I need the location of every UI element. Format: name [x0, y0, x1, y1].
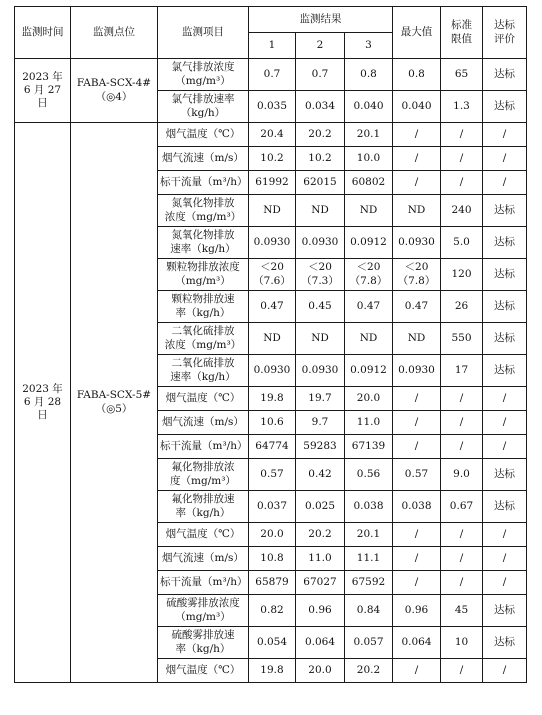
header-time: 监测时间	[15, 7, 71, 59]
monitoring-point-line: （◎5）	[95, 402, 133, 415]
monitoring-date	[15, 59, 71, 123]
standard-limit: /	[441, 571, 483, 595]
standard-limit: 17	[441, 355, 483, 387]
max-value-line: （7.8）	[397, 274, 436, 287]
header-run-1: 1	[249, 33, 296, 59]
compliance-evaluation: 达标	[483, 195, 527, 227]
monitoring-item-line: 浓度（mg/m³）	[164, 210, 242, 223]
compliance-evaluation: 达标	[483, 291, 527, 323]
compliance-evaluation: /	[483, 387, 527, 411]
compliance-evaluation: 达标	[483, 91, 527, 123]
result-run-2: ND	[296, 323, 345, 355]
standard-limit: /	[441, 123, 483, 147]
max-value: 0.47	[393, 291, 441, 323]
monitoring-point-line: FABA-SCX-5#	[76, 389, 152, 402]
max-value: /	[393, 411, 441, 435]
result-run-3: 20.0	[345, 387, 393, 411]
compliance-evaluation: 达标	[483, 459, 527, 491]
standard-limit: /	[441, 523, 483, 547]
result-run-1: 64774	[249, 435, 296, 459]
header-eval	[483, 7, 527, 59]
result-run-1: ND	[249, 323, 296, 355]
compliance-evaluation: /	[483, 123, 527, 147]
monitoring-item	[158, 227, 249, 259]
monitoring-item-line: 标干流量（m³/h）	[160, 175, 248, 188]
max-value: ND	[393, 323, 441, 355]
result-run-3: 0.0912	[345, 227, 393, 259]
table-row	[15, 59, 527, 91]
monitoring-item	[158, 435, 249, 459]
compliance-evaluation: 达标	[483, 59, 527, 91]
table-row	[15, 123, 527, 147]
standard-limit: 0.67	[441, 491, 483, 523]
compliance-evaluation: 达标	[483, 595, 527, 627]
result-run-2: 9.7	[296, 411, 345, 435]
monitoring-item-line: 速率（kg/h）	[170, 370, 236, 383]
monitoring-item-line: 速率（kg/h）	[170, 242, 236, 255]
standard-limit: 26	[441, 291, 483, 323]
max-value: /	[393, 147, 441, 171]
monitoring-item-line: 烟气温度（℃）	[165, 663, 241, 676]
monitoring-item-line: 浓度（mg/m³）	[164, 338, 242, 351]
result-run-2: 19.7	[296, 387, 345, 411]
result-run-2: 0.034	[296, 91, 345, 123]
monitoring-item	[158, 123, 249, 147]
standard-limit: 9.0	[441, 459, 483, 491]
monitoring-item-line: 率（kg/h）	[175, 306, 231, 319]
result-run-3: ND	[345, 195, 393, 227]
max-value: /	[393, 387, 441, 411]
result-run-3-line: ＜20	[356, 261, 381, 274]
monitoring-item-line: 率（kg/h）	[175, 642, 231, 655]
result-run-2: 11.0	[296, 547, 345, 571]
monitoring-point-line: （◎4）	[95, 90, 133, 103]
monitoring-item	[158, 59, 249, 91]
result-run-1: 20.4	[249, 123, 296, 147]
compliance-evaluation: 达标	[483, 627, 527, 659]
result-run-2: 0.45	[296, 291, 345, 323]
monitoring-date-line: 6 月 28 日	[23, 395, 62, 422]
result-run-2: 67027	[296, 571, 345, 595]
compliance-evaluation: /	[483, 435, 527, 459]
result-run-2: 62015	[296, 171, 345, 195]
header-run-2: 2	[296, 33, 345, 59]
header-eval-line: 评价	[494, 32, 515, 45]
monitoring-item	[158, 547, 249, 571]
standard-limit: 45	[441, 595, 483, 627]
monitoring-item	[158, 595, 249, 627]
monitoring-item	[158, 355, 249, 387]
compliance-evaluation: /	[483, 147, 527, 171]
max-value	[393, 259, 441, 291]
monitoring-item-line: 标干流量（m³/h）	[160, 575, 248, 588]
standard-limit: 240	[441, 195, 483, 227]
standard-limit: 10	[441, 627, 483, 659]
monitoring-item	[158, 259, 249, 291]
monitoring-item	[158, 171, 249, 195]
header-limit-line: 标准	[451, 19, 472, 32]
header-max: 最大值	[393, 7, 441, 59]
compliance-evaluation: /	[483, 659, 527, 683]
monitoring-item-line: 氮氧化物排放	[171, 197, 235, 210]
standard-limit: 1.3	[441, 91, 483, 123]
result-run-1-line: （7.6）	[253, 274, 291, 287]
result-run-1: ND	[249, 195, 296, 227]
monitoring-point	[71, 59, 158, 123]
result-run-3: 20.2	[345, 659, 393, 683]
result-run-2-line: （7.3）	[301, 274, 339, 287]
compliance-evaluation: 达标	[483, 259, 527, 291]
result-run-2: 0.96	[296, 595, 345, 627]
monitoring-item-line: 氮氧化物排放	[171, 229, 235, 242]
max-value: 0.064	[393, 627, 441, 659]
compliance-evaluation: /	[483, 411, 527, 435]
monitoring-item	[158, 147, 249, 171]
result-run-1: 0.035	[249, 91, 296, 123]
max-value: /	[393, 523, 441, 547]
max-value-line: ＜20	[404, 261, 429, 274]
monitoring-item-line: 烟气温度（℃）	[165, 127, 241, 140]
result-run-3: 0.057	[345, 627, 393, 659]
monitoring-item-line: 度（mg/m³）	[170, 474, 236, 487]
result-run-3: 67139	[345, 435, 393, 459]
monitoring-point	[71, 123, 158, 683]
result-run-3: 11.0	[345, 411, 393, 435]
monitoring-item-line: 二氧化硫排放	[171, 325, 235, 338]
monitoring-item-line: 氟化物排放速	[171, 493, 235, 506]
table-body	[15, 7, 527, 683]
result-run-3: 60802	[345, 171, 393, 195]
max-value: /	[393, 547, 441, 571]
result-run-1: 0.054	[249, 627, 296, 659]
monitoring-item	[158, 571, 249, 595]
monitoring-item	[158, 291, 249, 323]
monitoring-item-line: 氟化物排放浓	[171, 461, 235, 474]
monitoring-item	[158, 459, 249, 491]
result-run-2: 20.2	[296, 523, 345, 547]
max-value: 0.0930	[393, 227, 441, 259]
header-limit-line: 限值	[451, 32, 472, 45]
max-value: /	[393, 571, 441, 595]
monitoring-item-line: 烟气温度（℃）	[165, 527, 241, 540]
monitoring-item-line: 硫酸雾排放浓度	[166, 597, 240, 610]
monitoring-item	[158, 91, 249, 123]
monitoring-item	[158, 387, 249, 411]
compliance-evaluation: /	[483, 547, 527, 571]
result-run-2: 0.025	[296, 491, 345, 523]
result-run-3: 0.038	[345, 491, 393, 523]
monitoring-item	[158, 411, 249, 435]
max-value: /	[393, 435, 441, 459]
header-eval-line: 达标	[494, 19, 515, 32]
monitoring-item-line: 氯气排放浓度	[171, 61, 235, 74]
result-run-1: 10.8	[249, 547, 296, 571]
monitoring-item	[158, 491, 249, 523]
header-point: 监测点位	[71, 7, 158, 59]
standard-limit: /	[441, 171, 483, 195]
result-run-3-line: （7.8）	[349, 274, 388, 287]
header-limit	[441, 7, 483, 59]
standard-limit: /	[441, 147, 483, 171]
max-value: ND	[393, 195, 441, 227]
standard-limit: 65	[441, 59, 483, 91]
result-run-3: 0.84	[345, 595, 393, 627]
standard-limit: /	[441, 435, 483, 459]
monitoring-item-line: 烟气流速（m/s）	[162, 151, 244, 164]
max-value: /	[393, 659, 441, 683]
monitoring-date-line: 2023 年	[22, 382, 63, 395]
result-run-1: 20.0	[249, 523, 296, 547]
result-run-2: 59283	[296, 435, 345, 459]
monitoring-item-line: 氯气排放速率	[171, 93, 235, 106]
header-item: 监测项目	[158, 7, 249, 59]
monitoring-item-line: 标干流量（m³/h）	[160, 439, 248, 452]
result-run-3	[345, 259, 393, 291]
result-run-3: 0.0912	[345, 355, 393, 387]
monitoring-item-line: 烟气流速（m/s）	[162, 415, 244, 428]
result-run-3: 67592	[345, 571, 393, 595]
compliance-evaluation: 达标	[483, 323, 527, 355]
monitoring-item-line: （mg/m³）	[175, 274, 231, 287]
max-value: 0.0930	[393, 355, 441, 387]
compliance-evaluation: /	[483, 171, 527, 195]
monitoring-item-line: 烟气流速（m/s）	[162, 551, 244, 564]
monitoring-item	[158, 523, 249, 547]
monitoring-date	[15, 123, 71, 683]
monitoring-date-line: 2023 年	[22, 70, 63, 83]
max-value: 0.040	[393, 91, 441, 123]
result-run-1: 65879	[249, 571, 296, 595]
result-run-1: 19.8	[249, 659, 296, 683]
result-run-3: 20.1	[345, 523, 393, 547]
result-run-2-line: ＜20	[308, 261, 332, 274]
monitoring-item-line: （mg/m³）	[175, 610, 231, 623]
result-run-2: 20.2	[296, 123, 345, 147]
max-value: 0.8	[393, 59, 441, 91]
standard-limit: /	[441, 547, 483, 571]
result-run-2: 20.0	[296, 659, 345, 683]
result-run-1: 0.0930	[249, 355, 296, 387]
standard-limit: 5.0	[441, 227, 483, 259]
result-run-1: 0.82	[249, 595, 296, 627]
result-run-1: 0.7	[249, 59, 296, 91]
monitoring-item	[158, 659, 249, 683]
monitoring-item-line: 二氧化硫排放	[171, 357, 235, 370]
result-run-1: 0.57	[249, 459, 296, 491]
standard-limit: /	[441, 659, 483, 683]
monitoring-item-line: 率（kg/h）	[175, 506, 231, 519]
compliance-evaluation: 达标	[483, 491, 527, 523]
monitoring-item-line: （kg/h）	[180, 106, 226, 119]
result-run-1: 0.47	[249, 291, 296, 323]
result-run-2: 0.064	[296, 627, 345, 659]
standard-limit: 550	[441, 323, 483, 355]
result-run-1: 0.0930	[249, 227, 296, 259]
standard-limit: /	[441, 387, 483, 411]
monitoring-item-line: 烟气温度（℃）	[165, 391, 241, 404]
result-run-3: 0.56	[345, 459, 393, 491]
result-run-3: 0.8	[345, 59, 393, 91]
header-result: 监测结果	[249, 7, 393, 33]
monitoring-item-line: 颗粒物排放浓度	[166, 261, 240, 274]
compliance-evaluation: /	[483, 523, 527, 547]
result-run-3: 0.47	[345, 291, 393, 323]
result-run-1-line: ＜20	[260, 261, 284, 274]
max-value: 0.96	[393, 595, 441, 627]
standard-limit: 120	[441, 259, 483, 291]
result-run-3: ND	[345, 323, 393, 355]
result-run-2: 10.2	[296, 147, 345, 171]
monitoring-item-line: 颗粒物排放速	[171, 293, 235, 306]
result-run-3: 0.040	[345, 91, 393, 123]
result-run-1: 19.8	[249, 387, 296, 411]
monitoring-item	[158, 195, 249, 227]
max-value: 0.038	[393, 491, 441, 523]
max-value: /	[393, 171, 441, 195]
result-run-1	[249, 259, 296, 291]
monitoring-item-line: 硫酸雾排放速	[171, 629, 235, 642]
result-run-1: 10.2	[249, 147, 296, 171]
header-run-3: 3	[345, 33, 393, 59]
monitoring-item	[158, 323, 249, 355]
result-run-2: 0.0930	[296, 227, 345, 259]
max-value: 0.57	[393, 459, 441, 491]
monitoring-item-line: （mg/m³）	[175, 74, 231, 87]
monitoring-point-line: FABA-SCX-4#	[76, 77, 152, 90]
header-row	[15, 7, 527, 33]
result-run-3: 11.1	[345, 547, 393, 571]
result-run-3: 10.0	[345, 147, 393, 171]
max-value: /	[393, 123, 441, 147]
monitoring-date-line: 6 月 27 日	[23, 83, 62, 110]
result-run-2: ND	[296, 195, 345, 227]
monitoring-item	[158, 627, 249, 659]
standard-limit: /	[441, 411, 483, 435]
result-run-3: 20.1	[345, 123, 393, 147]
compliance-evaluation: 达标	[483, 355, 527, 387]
monitoring-results-table	[14, 6, 527, 683]
result-run-2: 0.0930	[296, 355, 345, 387]
result-run-1: 61992	[249, 171, 296, 195]
result-run-1: 0.037	[249, 491, 296, 523]
result-run-2	[296, 259, 345, 291]
compliance-evaluation: /	[483, 571, 527, 595]
result-run-2: 0.42	[296, 459, 345, 491]
compliance-evaluation: 达标	[483, 227, 527, 259]
result-run-1: 10.6	[249, 411, 296, 435]
result-run-2: 0.7	[296, 59, 345, 91]
